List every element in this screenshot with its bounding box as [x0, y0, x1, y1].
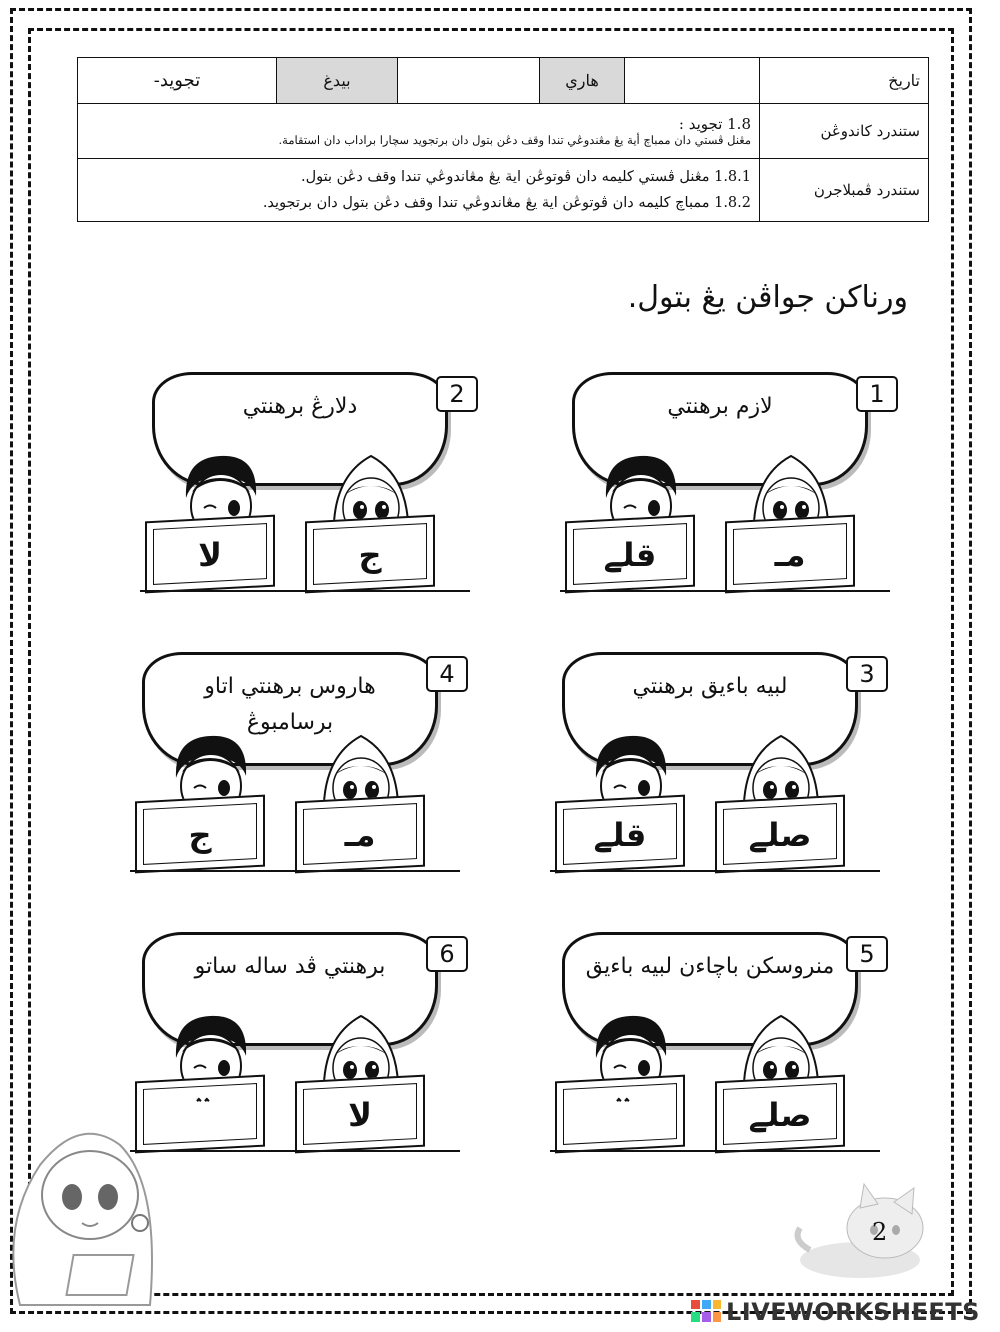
question-card — [130, 928, 490, 1158]
date-value[interactable] — [625, 58, 760, 104]
sign-symbol: ۛ ۛ — [195, 1096, 204, 1134]
question-number: 5 — [846, 936, 888, 972]
question-card — [560, 368, 920, 598]
content-standard-title: 1.8 تجويد : — [678, 115, 751, 133]
sign-symbol: صلے — [748, 816, 812, 854]
header-table — [77, 57, 929, 222]
date-label: تاريخ — [760, 58, 929, 104]
sign-symbol: ج — [358, 536, 382, 574]
board-text: منروسكن باچاءن لبيه باءيق — [585, 954, 835, 979]
sign-symbol: لا — [198, 536, 222, 574]
content-standard-label: ستندرد كاندوڠن — [760, 104, 929, 159]
question-card — [550, 648, 910, 878]
answer-sign-right[interactable] — [295, 795, 425, 874]
answer-sign-right[interactable] — [715, 795, 845, 874]
board-text: دلارڠ برهنتي — [242, 394, 358, 419]
ground-line — [130, 1150, 460, 1152]
question-card — [550, 928, 910, 1158]
sign-symbol: صلے — [748, 1096, 812, 1134]
answer-sign-right[interactable] — [725, 515, 855, 594]
question-number: 4 — [426, 656, 468, 692]
footer-brand: LIVEWORKSHEETS — [726, 1298, 980, 1326]
answer-sign-left[interactable] — [565, 515, 695, 594]
board-text: لازم برهنتي — [667, 394, 773, 419]
sign-symbol: لا — [348, 1096, 372, 1134]
page-number: 2 — [872, 1218, 888, 1246]
instruction-text: ورناكن جواڤن يڠ بتول. — [627, 280, 908, 315]
question-number: 6 — [426, 936, 468, 972]
answer-sign-left[interactable] — [145, 515, 275, 594]
sign-symbol: قلے — [603, 536, 657, 574]
answer-sign-left[interactable] — [555, 795, 685, 874]
board-text: هاروس برهنتي اتاو برسامبوڠ — [204, 674, 376, 735]
learning-standard-cell — [78, 159, 760, 222]
answer-sign-right[interactable] — [295, 1075, 425, 1154]
sign-symbol: قلے — [593, 816, 647, 854]
question-number: 2 — [436, 376, 478, 412]
ground-line — [130, 870, 460, 872]
learning-standard-label: ستندرد ڤمبلاجرن — [760, 159, 929, 222]
day-value[interactable] — [398, 58, 540, 104]
learning-standard-1: 1.8.1 مڠنل ڤستي كليمه دان ڤوتوڠن اية يڠ مڠاندوڠي تندا وقف دڠن بتول. — [300, 169, 751, 185]
answer-sign-left[interactable] — [135, 795, 265, 874]
ground-line — [550, 870, 880, 872]
sign-symbol: مـ — [774, 536, 806, 574]
cat-icon — [790, 1180, 950, 1290]
content-standard-cell — [78, 104, 760, 159]
sign-symbol: مـ — [344, 816, 376, 854]
day-label: هاري — [540, 58, 625, 104]
board-text: لبيه باءيق برهنتي — [632, 674, 788, 699]
question-number: 3 — [846, 656, 888, 692]
footer-logo[interactable] — [690, 1298, 980, 1326]
sign-symbol: ج — [188, 816, 212, 854]
answer-sign-left[interactable] — [555, 1075, 685, 1154]
question-card — [140, 368, 500, 598]
subject-value: تجويد- — [78, 58, 277, 104]
answer-sign-right[interactable] — [305, 515, 435, 594]
ground-line — [560, 590, 890, 592]
question-card — [130, 648, 490, 878]
answer-sign-right[interactable] — [715, 1075, 845, 1154]
sign-symbol: ۛ ۛ — [615, 1096, 624, 1134]
question-number: 1 — [856, 376, 898, 412]
field-label: بيدغ — [277, 58, 398, 104]
content-standard-text: مڠنل ڤستي دان ممباچ أية يڠ مڠندوڠي تندا وقف دڠن بتول دان برتجويد سچارا براداب دان استقامة. — [278, 133, 751, 147]
learning-standard-2: 1.8.2 ممباچ كليمه دان ڤوتوڠن اية يڠ مڠاندوڠي تندا وقف دڠن بتول دان برتجويد. — [262, 195, 751, 211]
board-text: برهنتي ڤد ساله ساتو — [194, 954, 386, 979]
liveworksheets-logo-icon — [690, 1298, 722, 1326]
girl-at-laptop-icon — [0, 1105, 170, 1315]
ground-line — [140, 590, 470, 592]
ground-line — [550, 1150, 880, 1152]
